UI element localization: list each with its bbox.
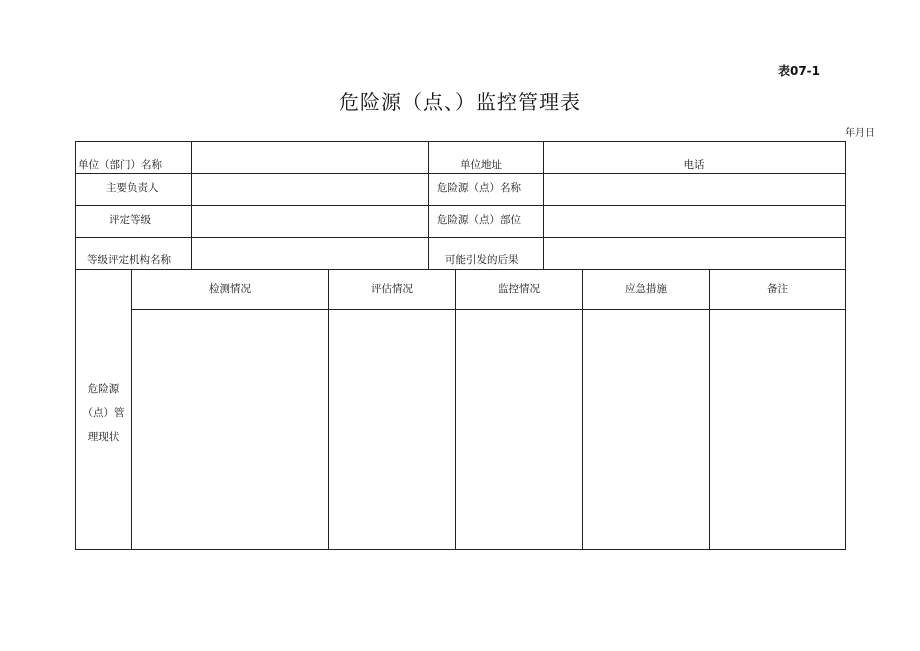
consequence-label: 可能引发的后果 [445, 254, 519, 266]
management-status-label [76, 377, 131, 449]
column-divider [191, 142, 192, 269]
page-title: 危险源（点、）监控管理表 [339, 90, 581, 114]
table-number: 表07-1 [777, 64, 820, 78]
row-divider [131, 309, 845, 310]
column-divider [455, 269, 456, 549]
column-header-emergency: 应急措施 [625, 283, 667, 295]
side-label-line: 理现状 [87, 431, 120, 443]
column-header-remarks: 备注 [767, 283, 788, 295]
column-divider [328, 269, 329, 549]
side-label-line: 危险源 [87, 383, 120, 395]
date-label: 年月日 [845, 128, 875, 139]
principal-label: 主要负责人 [106, 182, 159, 194]
unit-address-label: 单位地址 [460, 159, 502, 171]
hazard-location-label: 危险源（点）部位 [437, 214, 521, 226]
column-divider [582, 269, 583, 549]
monitoring-form-table [75, 141, 846, 550]
column-header-detection: 检测情况 [209, 283, 251, 295]
column-divider [709, 269, 710, 549]
column-divider [131, 269, 132, 549]
hazard-name-label: 危险源（点）名称 [437, 182, 521, 194]
column-header-assessment: 评估情况 [371, 283, 413, 295]
row-divider [76, 269, 845, 270]
phone-label: 电话 [683, 159, 705, 171]
side-label-line: （点）管 [82, 407, 125, 419]
grade-label: 评定等级 [109, 214, 151, 226]
column-header-monitoring: 监控情况 [498, 283, 540, 295]
unit-name-label: 单位（部门）名称 [78, 159, 162, 171]
grading-agency-label: 等级评定机构名称 [87, 254, 171, 266]
column-divider [428, 142, 429, 269]
